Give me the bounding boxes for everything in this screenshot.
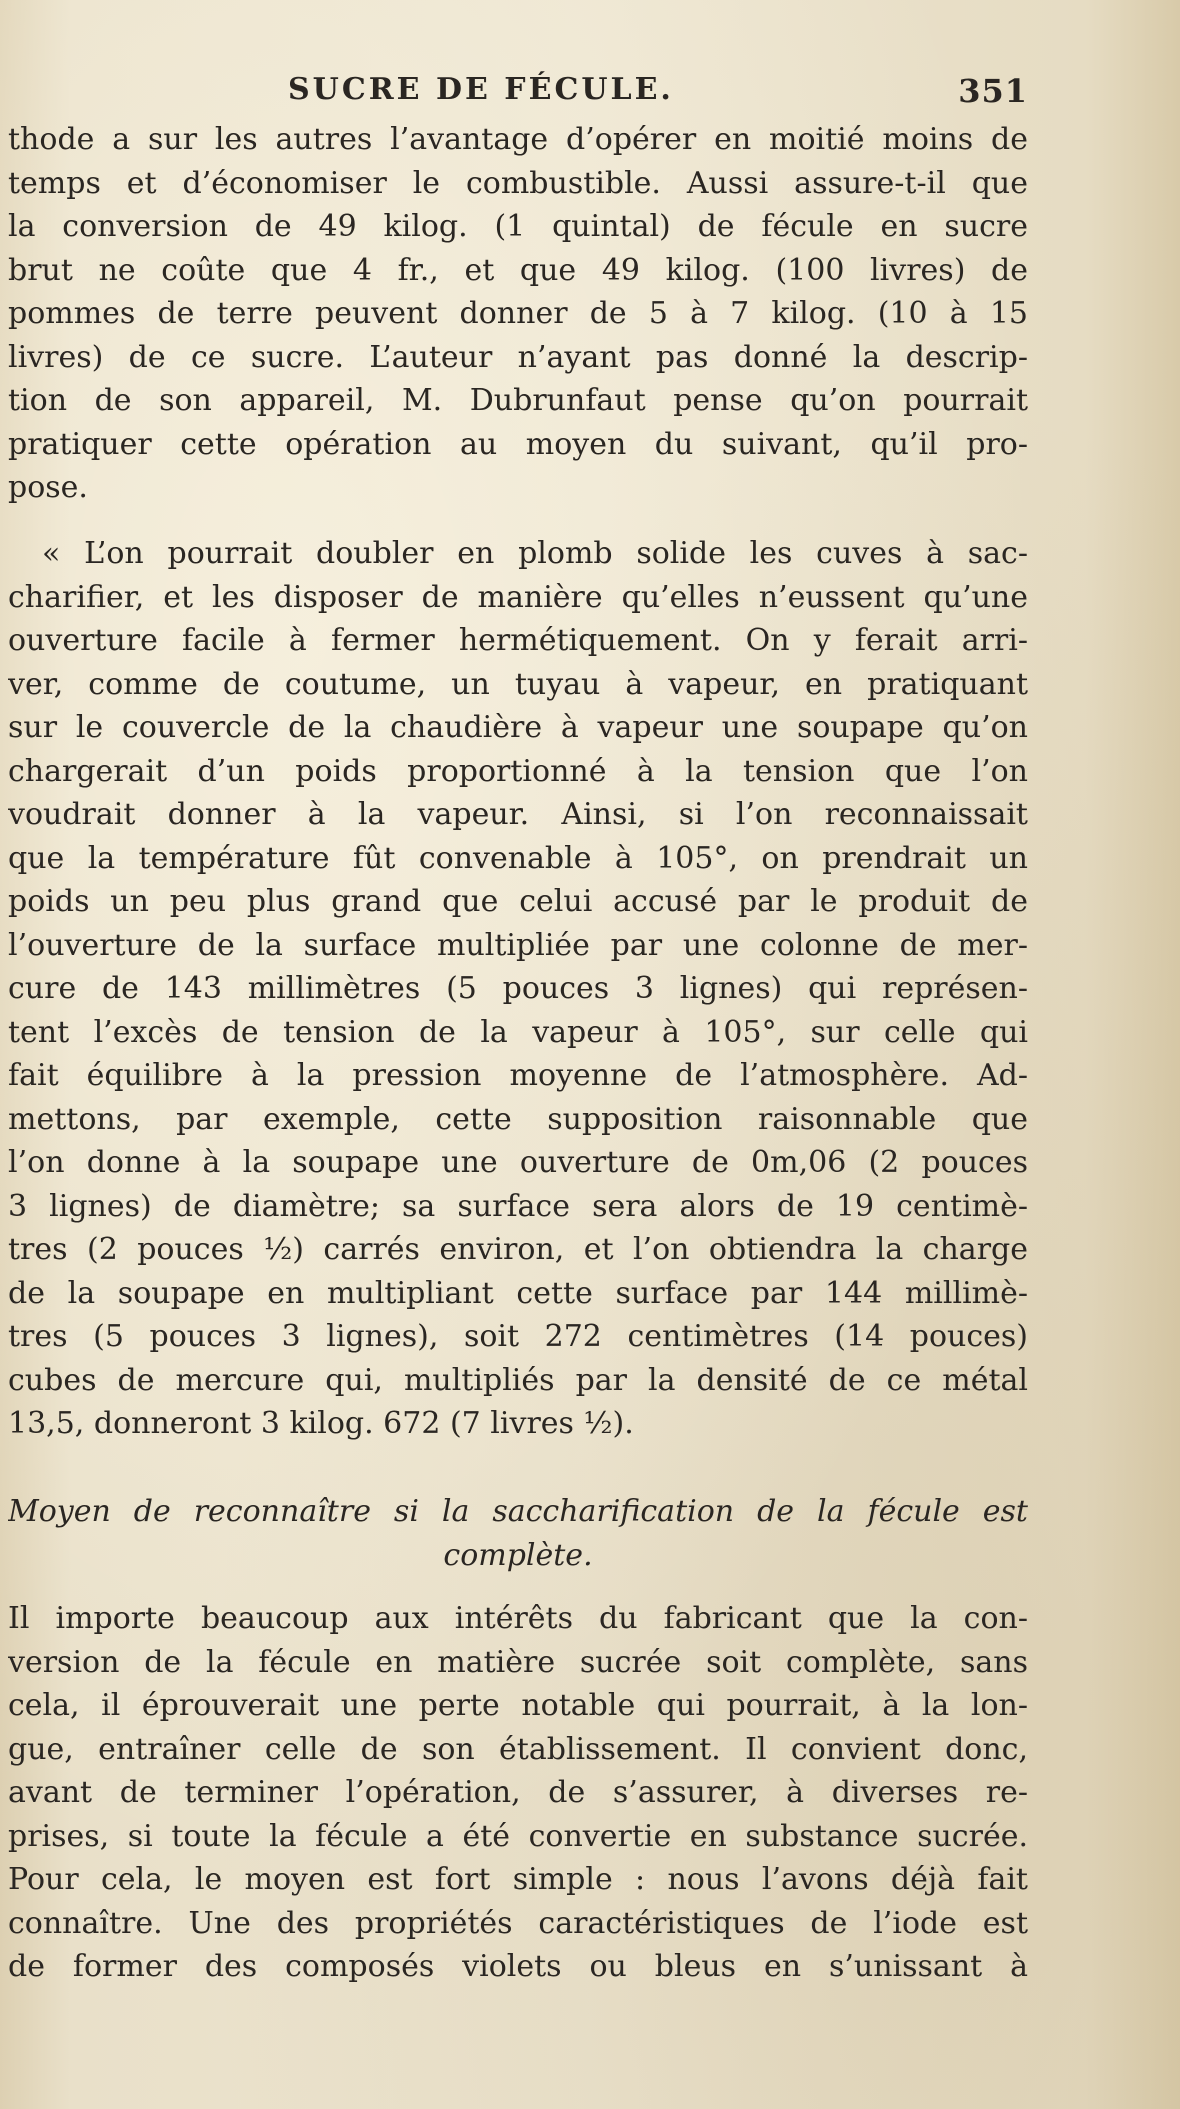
- page-header: [8, 72, 1028, 116]
- text-line: temps et d’économiser le combustible. Aussi assure-t-il que: [8, 165, 1028, 201]
- text-line: la conversion de 49 kilog. (1 quintal) de fécule en sucre: [8, 209, 1028, 244]
- text-line: l’ouverture de la surface multipliée par une colonne de mer-: [8, 927, 1028, 963]
- text-line: de former des composés violets ou bleus en s’unissant à: [8, 1949, 1028, 1984]
- text-line: ver, comme de coutume, un tuyau à vapeur, en pratiquant: [8, 666, 1028, 702]
- text-line: « L’on pourrait doubler en plomb solide les cuves à sac-: [42, 536, 1028, 571]
- page-number: 351: [958, 72, 1028, 110]
- text-line: pose.: [8, 470, 88, 505]
- text-line: tres (2 pouces ½) carrés environ, et l’on obtiendra la charge: [8, 1232, 1028, 1267]
- text-line: 13,5, donneront 3 kilog. 672 (7 livres ½).: [8, 1406, 634, 1441]
- running-title: SUCRE DE FÉCULE.: [288, 72, 674, 107]
- text-line: ouverture facile à fermer hermétiquement. On y ferait arri-: [8, 623, 1028, 658]
- section-heading: [8, 1490, 1028, 1578]
- text-line: tion de son appareil, M. Dubrunfaut pense qu’on pourrait: [8, 383, 1028, 418]
- text-line: de la soupape en multipliant cette surface par 144 millimè-: [8, 1275, 1028, 1311]
- section-heading-line: Moyen de reconnaître si la saccharification de la fécule est: [8, 1494, 1028, 1529]
- section-heading-line: complète.: [443, 1538, 593, 1573]
- text-line: poids un peu plus grand que celui accusé par le produit de: [8, 884, 1028, 919]
- text-line: Il importe beaucoup aux intérêts du fabricant que la con-: [8, 1601, 1028, 1636]
- text-line: prises, si toute la fécule a été convertie en substance sucrée.: [8, 1818, 1028, 1854]
- text-line: pommes de terre peuvent donner de 5 à 7 kilog. (10 à 15: [8, 296, 1028, 331]
- text-line: tent l’excès de tension de la vapeur à 105°, sur celle qui: [8, 1014, 1028, 1050]
- text-line: l’on donne à la soupape une ouverture de 0m,06 (2 pouces: [8, 1145, 1028, 1180]
- text-line: charifier, et les disposer de manière qu’elles n’eussent qu’une: [8, 579, 1028, 615]
- text-line: version de la fécule en matière sucrée soit complète, sans: [8, 1644, 1028, 1680]
- text-line: que la température fût convenable à 105°, on prendrait un: [8, 840, 1028, 876]
- text-line: Pour cela, le moyen est fort simple : nous l’avons déjà fait: [8, 1862, 1028, 1897]
- text-line: livres) de ce sucre. L’auteur n’ayant pas donné la descrip-: [8, 339, 1028, 375]
- paragraph-quoted-proposal: [8, 532, 1028, 1446]
- text-line: brut ne coûte que 4 fr., et que 49 kilog. (100 livres) de: [8, 252, 1028, 288]
- text-line: connaître. Une des propriétés caractéristiques de l’iode est: [8, 1905, 1028, 1941]
- text-line: mettons, par exemple, cette supposition raisonnable que: [8, 1101, 1028, 1137]
- text-line: thode a sur les autres l’avantage d’opérer en moitié moins de: [8, 122, 1028, 157]
- paragraph-complete-conversion: [8, 1597, 1028, 1989]
- text-line: gue, entraîner celle de son établissement. Il convient donc,: [8, 1731, 1028, 1767]
- text-line: 3 lignes) de diamètre; sa surface sera alors de 19 centimè-: [8, 1188, 1028, 1224]
- text-line: chargerait d’un poids proportionné à la tension que l’on: [8, 753, 1028, 789]
- text-line: tres (5 pouces 3 lignes), soit 272 centimètres (14 pouces): [8, 1319, 1028, 1354]
- text-line: sur le couvercle de la chaudière à vapeur une soupape qu’on: [8, 710, 1028, 745]
- text-line: avant de terminer l’opération, de s’assurer, à diverses re-: [8, 1775, 1028, 1810]
- text-line: cela, il éprouverait une perte notable qui pourrait, à la lon-: [8, 1688, 1028, 1723]
- text-line: cubes de mercure qui, multipliés par la densité de ce métal: [8, 1362, 1028, 1398]
- paragraph-method-advantage: [8, 118, 1028, 510]
- text-line: pratiquer cette opération au moyen du suivant, qu’il pro-: [8, 426, 1028, 462]
- text-line: fait équilibre à la pression moyenne de l’atmosphère. Ad-: [8, 1058, 1028, 1093]
- text-line: voudrait donner à la vapeur. Ainsi, si l’on reconnaissait: [8, 797, 1028, 832]
- text-line: cure de 143 millimètres (5 pouces 3 lignes) qui représen-: [8, 971, 1028, 1006]
